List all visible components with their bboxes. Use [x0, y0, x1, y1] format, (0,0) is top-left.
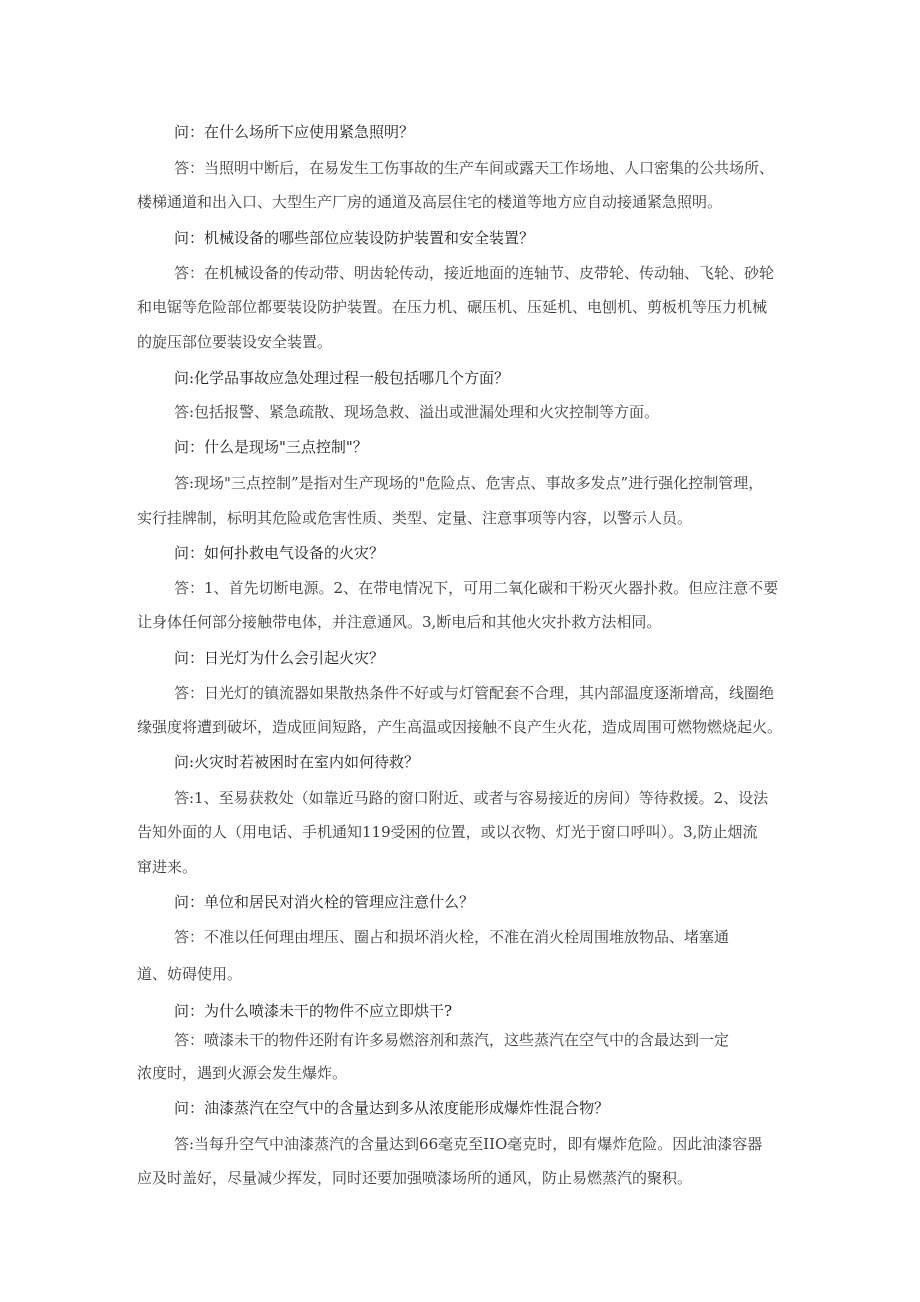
- question-4: 问：什么是现场"三点控制"？: [174, 438, 368, 456]
- answer-8-line-1: 答：不准以任何理由埋压、圈占和损坏消火栓，不准在消火栓周围堆放物品、堵塞通: [174, 928, 730, 946]
- answer-2-line-3: 的旋压部位要装设安全装置。: [137, 333, 333, 351]
- answer-6-line-2: 缘强度将遭到破坏，造成匝间短路，产生高温或因接触不良产生火花，造成周围可燃物燃烧起火。: [137, 718, 783, 736]
- answer-7-line-3: 窜进来。: [137, 858, 198, 876]
- answer-1-line-1: 答：当照明中断后，在易发生工伤事故的生产车间或露天工作场地、人口密集的公共场所、: [174, 159, 775, 177]
- answer-6-line-1: 答：日光灯的镇流器如果散热条件不好或与灯管配套不合理，其内部温度逐渐增高，线圈绝: [174, 684, 775, 702]
- answer-5-line-2: 让身体任何部分接触带电体，并注意通风。3,断电后和其他火灾扑救方法相同。: [137, 613, 662, 631]
- answer-5-line-1: 答：1、首先切断电源。2、在带电情况下，可用二氧化碳和干粉灭火器扑救。但应注意不要: [174, 579, 779, 597]
- answer-10-line-1: 答:当每升空气中油漆蒸汽的含量达到66毫克至IIO毫克时，即有爆炸危险。因此油漆容器: [174, 1135, 763, 1153]
- question-2: 问：机械设备的哪些部位应装设防护装置和安全装置？: [174, 229, 535, 247]
- question-5: 问：如何扑救电气设备的火灾？: [174, 544, 385, 562]
- answer-1-line-2: 楼梯通道和出入口、大型生产厂房的通道及高层住宅的楼道等地方应自动接通紧急照明。: [137, 193, 723, 211]
- answer-10-line-2: 应及时盖好，尽量减少挥发，同时还要加强喷漆场所的通风，防止易燃蒸汽的聚积。: [137, 1169, 693, 1187]
- answer-8-line-2: 道、妨碍使用。: [137, 965, 243, 983]
- question-7: 问:火灾时若被困时在室内如何待救？: [174, 753, 420, 771]
- question-3: 问:化学品事故应急处理过程一般包括哪几个方面？: [174, 369, 510, 387]
- answer-4-line-1: 答:现场"三点控制”是指对生产现场的"危险点、危害点、事故多发点”进行强化控制管理，: [174, 474, 764, 492]
- question-10: 问：油漆蒸汽在空气中的含量达到多从浓度能形成爆炸性混合物？: [174, 1099, 610, 1117]
- answer-7-line-1: 答:1、至易获救处（如靠近马路的窗口附近、或者与容易接近的房间）等待救援。2、设法: [174, 789, 769, 807]
- answer-2-line-1: 答：在机械设备的传动带、明齿轮传动，接近地面的连轴节、皮带轮、传动轴、飞轮、砂轮: [174, 264, 775, 282]
- question-8: 问：单位和居民对消火栓的管理应注意什么？: [174, 893, 475, 911]
- answer-7-line-2: 告知外面的人（用电话、手机通知119受困的位置，或以衣物、灯光于窗口呼叫）。3,防止烟流: [137, 823, 758, 841]
- answer-2-line-2: 和电锯等危险部位都要装设防护装置。在压力机、碾压机、压延机、电刨机、剪板机等压力机械: [137, 298, 768, 316]
- answer-4-line-2: 实行挂牌制，标明其危险或危害性质、类型、定量、注意事项等内容，以警示人员。: [137, 509, 693, 527]
- question-9: 问：为什么喷漆未干的物件不应立即烘干?: [174, 1002, 453, 1020]
- answer-3-line-1: 答:包括报警、紧急疏散、现场急救、溢出或泄漏处理和火灾控制等方面。: [174, 403, 660, 421]
- answer-9-line-2: 浓度时，遇到火源会发生爆炸。: [137, 1064, 348, 1082]
- question-1: 问：在什么场所下应使用紧急照明？: [174, 123, 415, 141]
- question-6: 问：日光灯为什么会引起火灾？: [174, 649, 385, 667]
- answer-9-line-1: 答：喷漆未干的物件还附有许多易燃溶剂和蒸汽，这些蒸汽在空气中的含最达到一定: [174, 1031, 730, 1049]
